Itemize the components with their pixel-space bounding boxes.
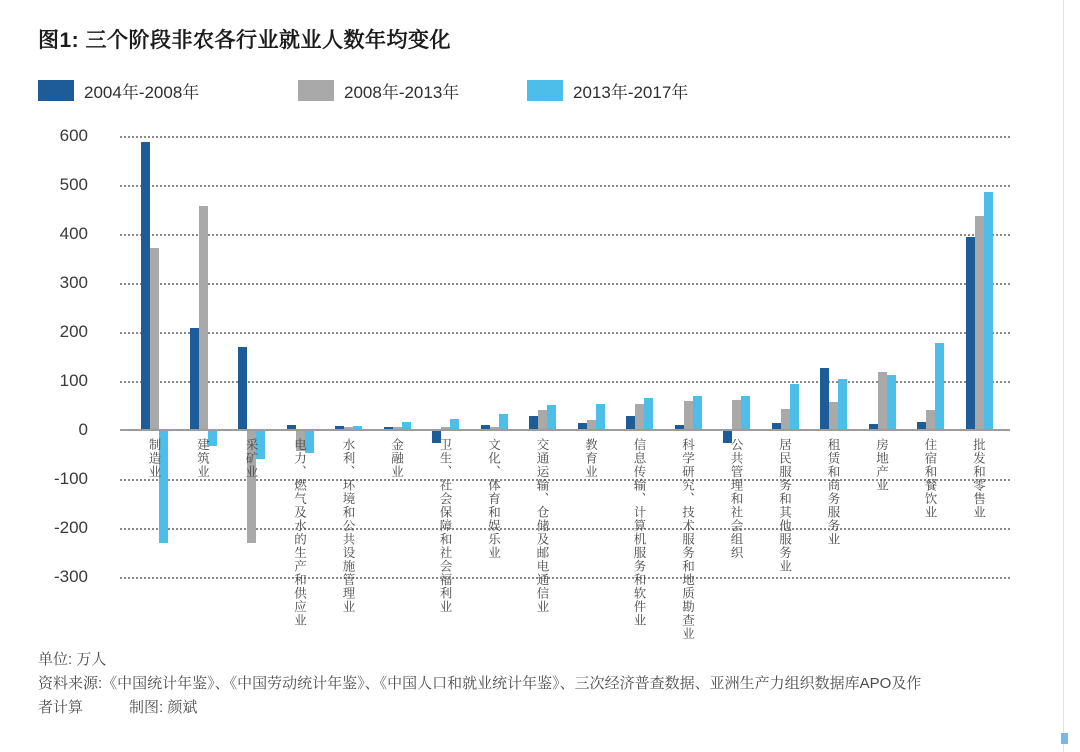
x-category-label: 文化、体育和娱乐业 (486, 438, 501, 560)
bar (190, 328, 199, 429)
x-category-label: 制造业 (147, 438, 161, 479)
x-category-label: 房地产业 (874, 438, 889, 492)
source-note-line1: 资料来源:《中国统计年鉴》、《中国劳动统计年鉴》、《中国人口和就业统计年鉴》、三次经济普查数据、亚洲生产力组织数据库APO及作 (38, 675, 922, 692)
bar (393, 427, 402, 429)
x-category-label: 租赁和商务服务业 (826, 438, 840, 546)
bar (966, 237, 975, 429)
bar (578, 423, 587, 429)
gridline-300 (120, 283, 1010, 285)
y-tick-label-200: 200 (59, 322, 88, 341)
bar (926, 410, 935, 429)
x-category-label: 居民服务和其他服务业 (777, 438, 792, 573)
unit-note: 单位: 万人 (38, 651, 107, 668)
bar (869, 424, 878, 429)
bar (878, 372, 887, 429)
bar (529, 416, 538, 429)
bar (887, 375, 896, 429)
y-tick-label-500: 500 (59, 175, 88, 194)
bar (547, 405, 556, 429)
y-tick-label--100: -100 (53, 469, 88, 488)
legend-label: 2004年-2008年 (84, 83, 200, 102)
bar (141, 142, 150, 429)
bar (384, 427, 393, 429)
x-category-label: 住宿和餐饮业 (923, 438, 937, 519)
bar (199, 206, 208, 429)
page-edge-marker (1061, 733, 1068, 744)
bar (481, 425, 490, 429)
bar (626, 416, 635, 429)
credit-note: 制图: 颜斌 (129, 699, 198, 716)
bar (587, 420, 596, 429)
bar (644, 398, 653, 429)
bar (829, 402, 838, 429)
bar (917, 422, 926, 429)
x-category-label: 建筑业 (195, 438, 210, 479)
bar (781, 409, 790, 429)
bar (238, 347, 247, 429)
bar (344, 427, 353, 429)
chart-title: 图1: 三个阶段非农各行业就业人数年均变化 (38, 29, 452, 52)
page-edge-line (1063, 0, 1064, 752)
y-tick-label--300: -300 (53, 567, 88, 586)
x-category-label: 水利、环境和公共设施管理业 (341, 438, 355, 614)
bar (490, 427, 499, 429)
legend-label: 2013年-2017年 (573, 83, 689, 102)
bar (450, 419, 459, 429)
x-category-label: 金融业 (389, 438, 404, 479)
bar (675, 425, 684, 429)
x-category-label: 批发和零售业 (971, 438, 986, 519)
bar (693, 396, 702, 429)
x-category-label: 信息传输、计算机服务和软件业 (632, 438, 646, 627)
source-note-line2 (38, 696, 921, 720)
bar (732, 400, 741, 429)
bar (935, 343, 944, 429)
gridline-200 (120, 332, 1010, 334)
bar (441, 427, 450, 429)
gridline-100 (120, 381, 1010, 383)
x-category-label: 教育业 (583, 438, 598, 479)
bar (820, 368, 829, 429)
bar (741, 396, 750, 429)
x-category-label: 公共管理和社会组织 (729, 438, 743, 560)
source-note-continuation: 者计算 (38, 699, 84, 716)
bar (335, 426, 344, 429)
gridline-500 (120, 185, 1010, 187)
legend-label: 2008年-2013年 (344, 83, 460, 102)
gridline-600 (120, 136, 1010, 138)
x-category-label: 电力、燃气及水的生产和供应业 (292, 438, 307, 627)
bar (596, 404, 605, 429)
bar (353, 426, 362, 429)
bar (287, 425, 296, 429)
x-category-label: 采矿业 (244, 438, 258, 479)
x-category-label: 卫生、社会保障和社会福利业 (438, 438, 452, 614)
bar (975, 216, 984, 429)
y-tick-label-300: 300 (59, 273, 88, 292)
y-tick-label-600: 600 (59, 126, 88, 145)
bar (790, 384, 799, 429)
bar (402, 422, 411, 429)
gridline-400 (120, 234, 1010, 236)
chart-footer (38, 648, 921, 720)
bar (538, 410, 547, 429)
y-tick-label-0: 0 (78, 420, 88, 439)
y-tick-label-400: 400 (59, 224, 88, 243)
bar (838, 379, 847, 429)
y-tick-label--200: -200 (53, 518, 88, 537)
bar (984, 192, 993, 429)
bar (150, 248, 159, 429)
bar (684, 401, 693, 429)
y-tick-label-100: 100 (59, 371, 88, 390)
x-category-label: 交通运输、仓储及邮电通信业 (535, 438, 549, 614)
x-category-label: 科学研究、技术服务和地质勘查业 (680, 438, 695, 641)
bar (635, 404, 644, 429)
bar (499, 414, 508, 429)
bar (772, 423, 781, 429)
